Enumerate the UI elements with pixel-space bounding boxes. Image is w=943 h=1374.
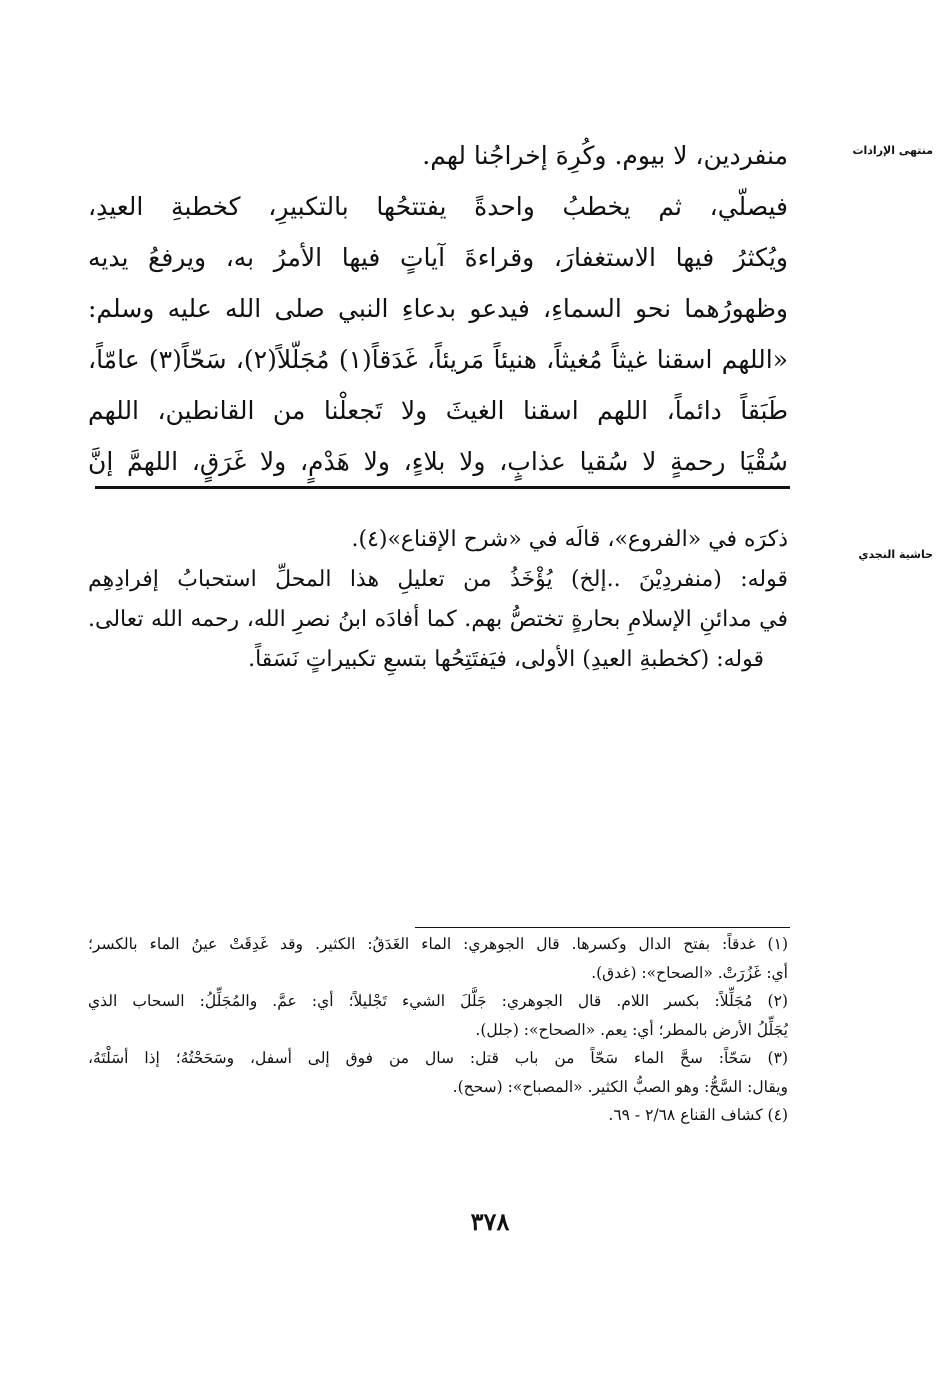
footnote-line: أي: غَزُرَتْ. «الصحاح»: (غدق). xyxy=(591,963,788,982)
main-text xyxy=(88,130,788,487)
hashiya-line: قوله: (منفردِيْنَ ..إلخ) يُؤْخَذُ من تعليلِ هذا المحلِّ استحبابُ إفرادِهِم xyxy=(88,567,788,592)
page-number: ٣٧٨ xyxy=(470,1207,510,1236)
footnote-line: (٢) مُجَلِّلاً: بكسر اللام. قال الجوهري: جَلَّلَ الشيء تَجْليلاً؛ أي: عمَّ. والمُجَلِّلُ: السحاب الذي xyxy=(88,992,788,1010)
main-line: ويُكثرُ فيها الاستغفارَ، وقراءةَ آياتٍ فيها الأمرُ به، ويرفعُ يديه xyxy=(88,243,788,272)
footnote-line: يُجَلِّلُ الأرض بالمطر؛ أي: يعم. «الصحاح»: (جلل). xyxy=(475,1020,788,1039)
main-line: وظهورُهما نحو السماءِ، فيدعو بدعاءِ النبي صلى الله عليه وسلم: xyxy=(88,294,788,323)
hashiya-text xyxy=(88,520,788,680)
main-line: «اللهم اسقنا غيثاً مُغيثاً، هنيئاً مَريئاً، غَدَقاً(١) مُجَلّلاً(٢)، سَحّاً(٣) عامّاً، xyxy=(88,345,788,374)
section-divider xyxy=(95,486,790,489)
hashiya-line: ذكرَه في «الفروع»، قالَه في «شرح الإقناع»(٤). xyxy=(351,527,788,552)
hashiya-line: في مدائنِ الإسلامِ بحارةٍ تختصُّ بهم. كما أفادَه ابنُ نصرِ الله، رحمه الله تعالى. xyxy=(88,607,788,632)
footnotes xyxy=(88,930,788,1130)
main-line: طَبَقاً دائماً، اللهم اسقنا الغيثَ ولا تَجعلْنا من القانطين، اللهم xyxy=(88,396,788,425)
main-line: سُقْيَا رحمةٍ لا سُقيا عذابٍ، ولا بلاءٍ، ولا هَدْمٍ، ولا غَرَقٍ، اللهمَّ إنَّ xyxy=(88,447,788,476)
main-line: منفردين، لا بيوم. وكُرِهَ إخراجُنا لهم. xyxy=(422,141,788,170)
footnote-line: ويقال: السَّحُّ: وهو الصبُّ الكثير. «المصباح»: (سحح). xyxy=(452,1077,788,1096)
footnote-line: (١) غدقاً: بفتح الدال وكسرها. قال الجوهري: الماء الغَدَقُ: الكثير. وقد غَدِقَتْ عينُ الماء بالكسر؛ xyxy=(88,935,788,953)
main-line: فيصلّي، ثم يخطبُ واحدةً يفتتحُها بالتكبيرِ، كخطبةِ العيدِ، xyxy=(88,192,788,221)
footnote-line: (٣) سَحّاً: سحَّ الماء سَحّاً من باب قتل: سال من فوق إلى أسفل، وسَحَحْتُهُ؛ إذا أسَلْتَهُ، xyxy=(88,1049,788,1067)
footnote-line: (٤) كشاف القناع ٢/٦٨ - ٦٩. xyxy=(608,1106,788,1124)
hashiya-line: قوله: (كخطبةِ العيدِ) الأولى، فيَفتَتِحُها بتسعِ تكبيراتٍ نَسَقاً. xyxy=(248,647,764,672)
footnote-rule xyxy=(415,927,790,928)
hashiya-source-label: حاشية النجدي xyxy=(858,548,933,561)
matn-source-label: منتهى الإرادات xyxy=(852,144,933,157)
